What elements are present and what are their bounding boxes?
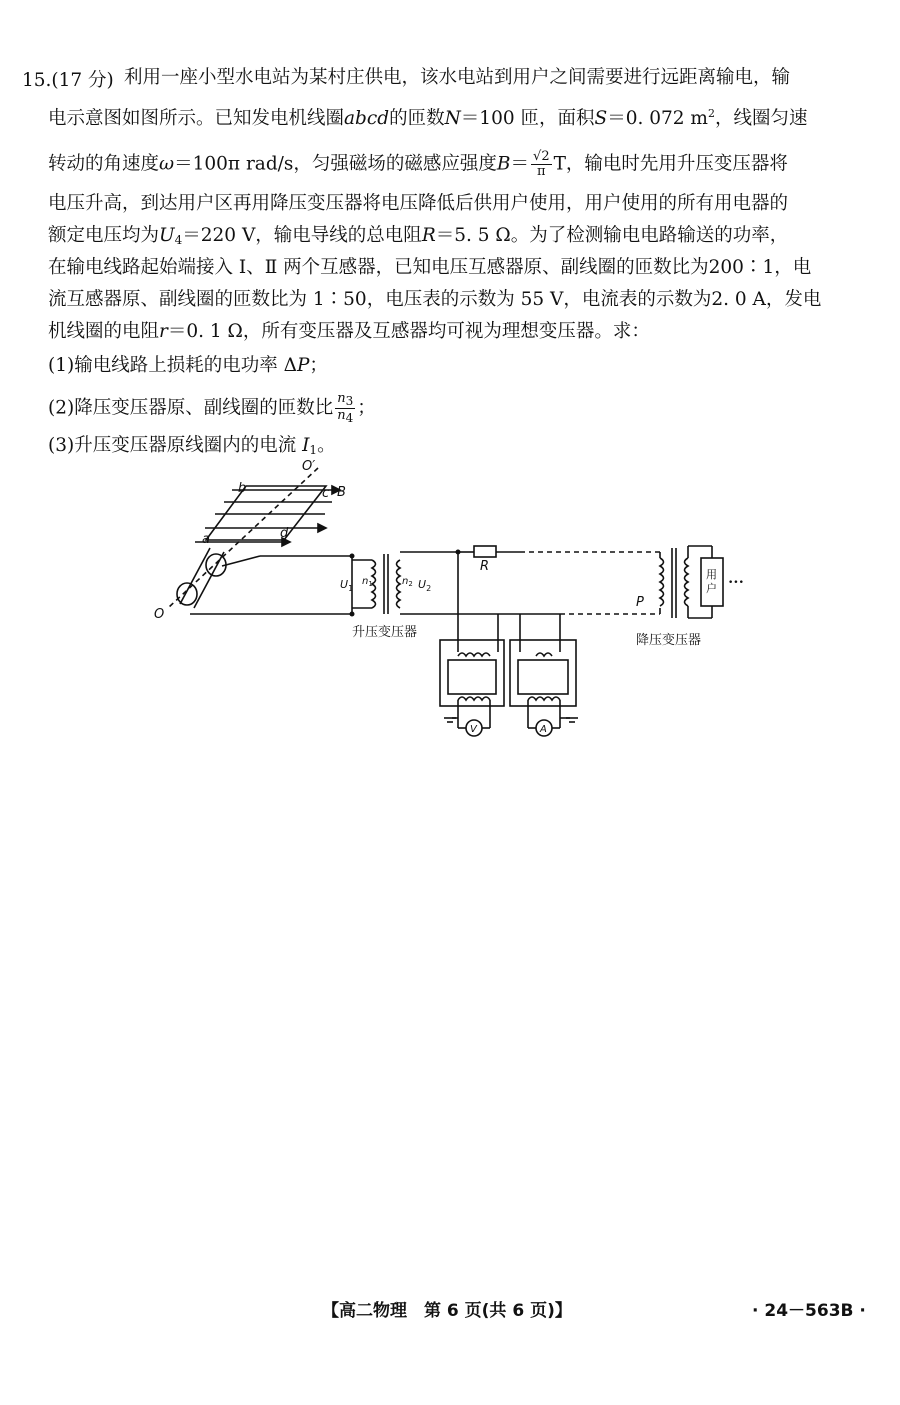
question-line-5: 额定电压均为$U_4=220$ V，输电导线的总电阻R＝5. 5 Ω。为了检测输电电路输送的功率，: [48, 225, 789, 247]
voltage-transformer-window: [448, 660, 496, 694]
question-line-2: 电示意图如图所示。已知发电机线圈abcd的匝数N＝100 匝，面积S＝0. 072 $m^2$，线圈匀速: [48, 107, 808, 129]
question-line-4: 电压升高，到达用户区再用降压变压器将电压降低后供用户使用，用户使用的所有用电器的: [48, 193, 789, 214]
label-P: P: [636, 595, 644, 610]
current-transformer-secondary: [528, 697, 560, 700]
junction-dot: [350, 554, 355, 559]
field-arrow: [318, 524, 326, 532]
coil-abcd: [206, 486, 326, 540]
wire: [222, 556, 260, 566]
sub-question-2: (2)降压变压器原、副线圈的匝数比 $\frac{n3}{n4}$ ；: [48, 391, 376, 425]
step-down-primary-coil: [660, 558, 664, 606]
label-c: c: [322, 486, 330, 501]
question-line-1: 利用一座小型水电站为某村庄供电，该水电站到用户之间需要进行远距离输电，输: [124, 67, 791, 88]
resistor-R: [474, 546, 496, 557]
ammeter-label: A: [540, 724, 547, 735]
question-number: 15.(17 分): [22, 70, 114, 91]
label-n2: $n_2$: [402, 576, 413, 588]
label-user: 用户: [706, 568, 717, 595]
label-O: O: [154, 607, 165, 622]
footer-page-info: 【高二物理 第 6 页(共 6 页)】: [322, 1301, 572, 1321]
label-n1: $n_1$: [362, 576, 373, 588]
junction-dot: [350, 612, 355, 617]
label-dots: •••: [728, 578, 744, 588]
label-R: R: [480, 559, 490, 574]
step-down-secondary-coil: [685, 558, 689, 606]
label-U1: $U_1$: [340, 578, 354, 593]
voltage-transformer-core: [440, 640, 504, 706]
power-transmission-diagram: [140, 455, 744, 755]
step-up-secondary-coil: [397, 560, 401, 608]
question-line-8: 机线圈的电阻r＝0. 1 Ω，所有变压器及互感器均可视为理想变压器。求：: [48, 321, 650, 342]
generator-shaft: [180, 548, 210, 604]
voltmeter-label: V: [470, 724, 477, 735]
label-b: b: [238, 481, 247, 496]
voltage-transformer-secondary: [458, 697, 490, 700]
field-fraction: $\frac{√2}{\pi}$: [533, 149, 550, 179]
junction-dot: [456, 550, 461, 555]
label-d: d: [280, 526, 289, 541]
question-points: (17 分): [51, 70, 114, 91]
turns-ratio-fraction: $\frac{n3}{n4}$: [337, 391, 354, 425]
sub-question-1: (1)输电线路上损耗的电功率 ΔP；: [48, 355, 328, 376]
current-transformer-primary: [536, 653, 552, 656]
label-U2: $U_2$: [418, 578, 432, 593]
voltage-transformer-primary: [458, 653, 490, 656]
question-line-3: 转动的角速度ω＝100π rad/s，匀强磁场的磁感应强度B＝ $\frac{√2}{\pi}$ T，输电时先用升压变压器将: [48, 149, 788, 179]
label-a: a: [202, 532, 210, 547]
sub-question-3: (3)升压变压器原线圈内的电流 $I_1$。: [48, 435, 336, 457]
question-line-6: 在输电线路起始端接入 Ⅰ、Ⅱ 两个互感器，已知电压互感器原、副线圈的匝数比为200∶1，电: [48, 257, 812, 278]
slip-ring: [177, 583, 197, 605]
current-transformer-window: [518, 660, 568, 694]
footer-code: · 24－563B ·: [752, 1301, 866, 1321]
label-step-down: 降压变压器: [636, 633, 702, 648]
label-step-up: 升压变压器: [352, 625, 418, 640]
label-O-prime: O′: [302, 459, 316, 474]
question-line-7: 流互感器原、副线圈的匝数比为 1∶50，电压表的示数为 55 V，电流表的示数为2. 0 A，发电: [48, 289, 822, 310]
label-B: B: [337, 485, 346, 500]
